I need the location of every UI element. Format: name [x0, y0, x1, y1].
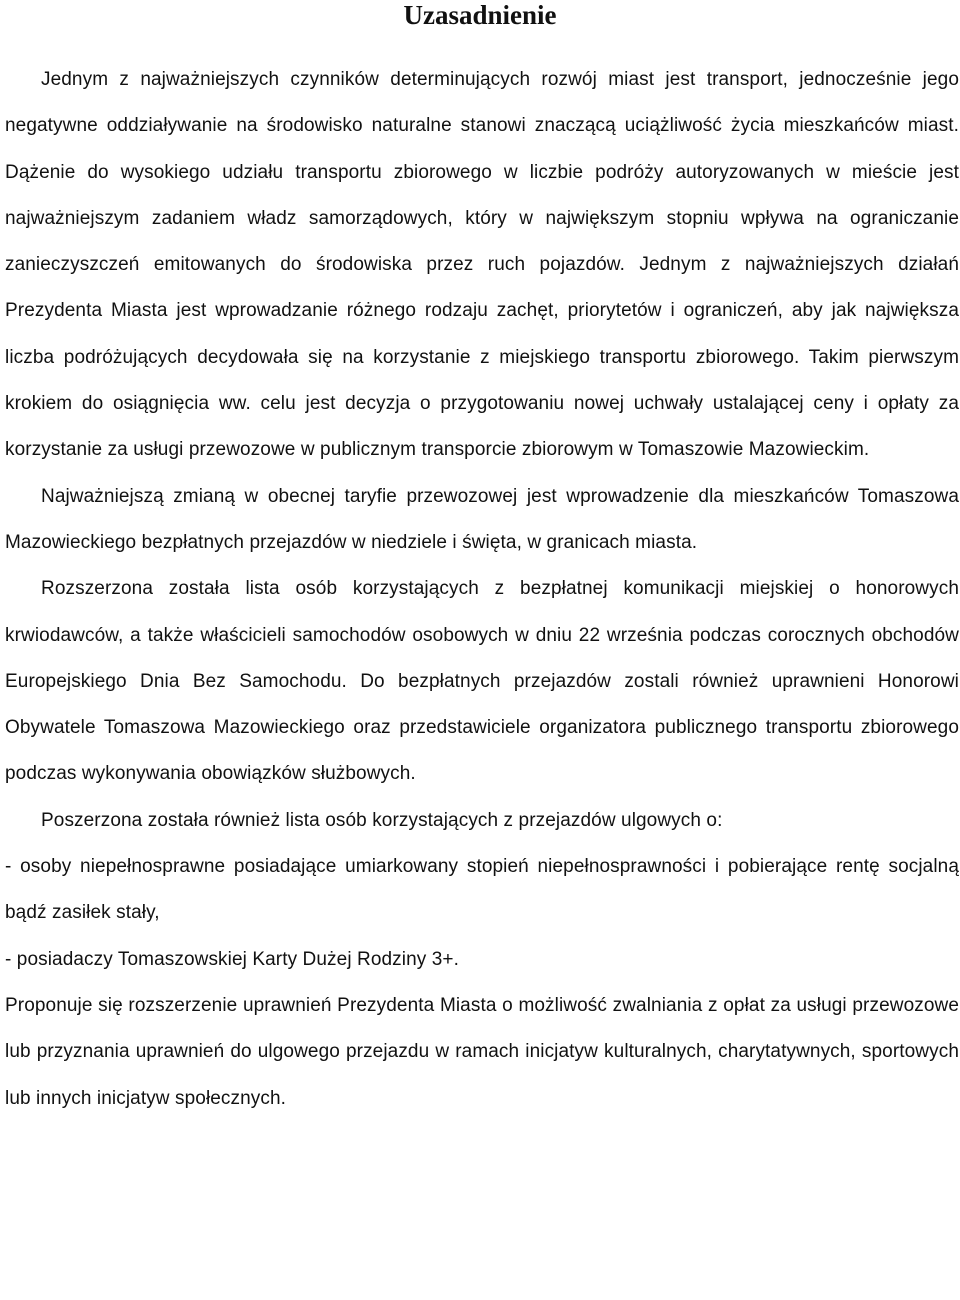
document-body	[5, 57, 959, 1122]
paragraph-reduced-fares-intro: Poszerzona została również lista osób korzystających z przejazdów ulgowych o:	[41, 809, 723, 831]
paragraph-closing-proposal: Proponuje się rozszerzenie uprawnień Prezydenta Miasta o możliwość zwalniania z opłat za usługi przewozowe lub przyznania uprawnień do ulgowego przejazdu w ramach inicjatyw kulturalnych, charytatywnych, sportowych lub innych inicjatyw społecznych.	[5, 994, 959, 1109]
document-title: Uzasadnienie	[403, 0, 557, 30]
list-item-disabled-persons: - osoby niepełnosprawne posiadające umiarkowany stopień niepełnosprawności i pobierające rentę socjalną bądź zasiłek stały,	[5, 856, 959, 924]
list-item-large-family-card: - posiadaczy Tomaszowskiej Karty Dużej Rodziny 3+.	[5, 948, 459, 970]
paragraph-transport-impact: Jednym z najważniejszych czynników determinujących rozwój miast jest transport, jednocześnie jego negatywne oddziaływanie na środowisko naturalne stanowi znaczącą uciążliwość życia mieszkańców miast. Dążenie do wysokiego udziału transportu zbiorowego w liczbie podróży autoryzowanych w mieście jest najważniejszym zadaniem władz samorządowych, który w największym stopniu wpływa na ograniczanie zanieczyszczeń emitowanych do środowiska przez ruch pojazdów. Jednym z najważniejszych działań Prezydenta Miasta jest wprowadzanie różnego rodzaju zachęt, priorytetów i ograniczeń, aby jak największa liczba podróżujących decydowała się na korzystanie z miejskiego transportu zbiorowego. Takim pierwszym krokiem do osiągnięcia ww. celu jest decyzja o przygotowaniu nowej uchwały ustalającej ceny i opłaty za korzystanie za usługi przewozowe w publicznym transporcie zbiorowym w Tomaszowie Mazowieckim.	[5, 69, 959, 461]
paragraph-free-rides-extended: Rozszerzona została lista osób korzystających z bezpłatnej komunikacji miejskiej o honorowych krwiodawców, a także właścicieli samochodów osobowych w dniu 22 września podczas corocznych obchodów Europejskiego Dnia Bez Samochodu. Do bezpłatnych przejazdów zostali również uprawnieni Honorowi Obywatele Tomaszowa Mazowieckiego oraz przedstawiciele organizatora publicznego transportu zbiorowego podczas wykonywania obowiązków służbowych.	[5, 578, 959, 785]
paragraph-free-rides-sundays: Najważniejszą zmianą w obecnej taryfie przewozowej jest wprowadzenie dla mieszkańców Tomaszowa Mazowieckiego bezpłatnych przejazdów w niedziele i święta, w granicach miasta.	[5, 485, 959, 553]
